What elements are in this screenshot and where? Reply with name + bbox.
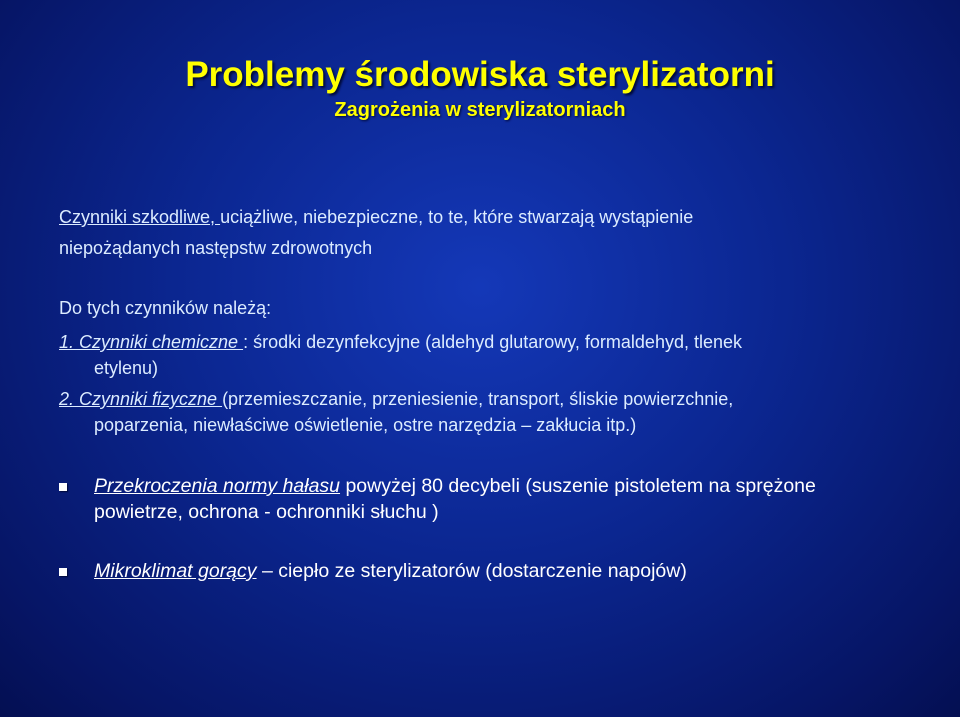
- square-bullet-icon: [59, 483, 67, 491]
- bullet-2-line-1: [94, 559, 687, 583]
- bullet-2-rest: – ciepło ze sterylizatorów (dostarczenie napojów): [256, 560, 687, 582]
- list-header: Do tych czynników należą:: [59, 298, 272, 318]
- bullet-1-line-1: [94, 474, 816, 498]
- item-2-line-2: poparzenia, niewłaściwe oświetlenie, ostre narzędzia – zakłucia itp.): [94, 415, 637, 435]
- slide-title: Problemy środowiska sterylizatorni: [185, 55, 775, 94]
- square-bullet-icon: [59, 568, 67, 576]
- intro-rest: uciążliwe, niebezpieczne, to te, które stwarzają wystąpienie: [220, 207, 694, 227]
- bullet-1-term: Przekroczenia normy hałasu: [94, 475, 341, 497]
- item-2-term: 2. Czynniki fizyczne: [59, 389, 223, 409]
- slide-subtitle: Zagrożenia w sterylizatorniach: [334, 99, 626, 121]
- item-1-line-1: [59, 331, 742, 353]
- item-1-rest: : środki dezynfekcyjne (aldehyd glutarowy, formaldehyd, tlenek: [243, 332, 742, 352]
- intro-line-1: [59, 206, 693, 228]
- intro-line-2: niepożądanych następstw zdrowotnych: [59, 238, 373, 258]
- item-2-rest: (przemieszczanie, przeniesienie, transport, śliskie powierzchnie,: [222, 389, 734, 409]
- intro-term: Czynniki szkodliwe,: [59, 207, 221, 227]
- item-1-line-2: etylenu): [94, 358, 159, 378]
- item-1-term: 1. Czynniki chemiczne: [59, 332, 244, 352]
- item-2-line-1: [59, 388, 733, 410]
- bullet-2-term: Mikroklimat gorący: [94, 560, 257, 582]
- bullet-1-line-2: powietrze, ochrona - ochronniki słuchu ): [94, 501, 439, 523]
- bullet-1-rest: powyżej 80 decybeli (suszenie pistoletem na sprężone: [340, 475, 816, 497]
